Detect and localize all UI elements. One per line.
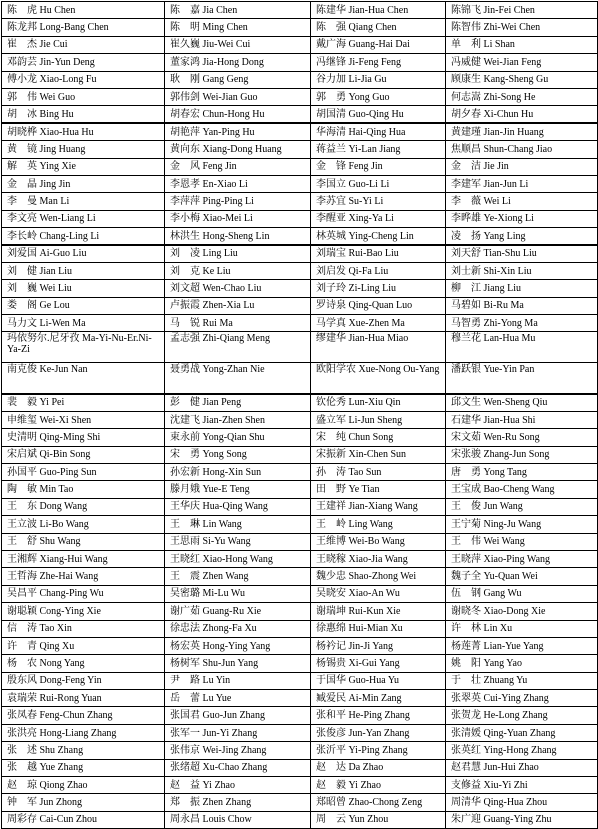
name-cell: 南克俊 Ke-Jun Nan <box>2 363 165 394</box>
name-cell: 沈建飞 Jian-Zhen Shen <box>165 411 311 428</box>
name-cell: 卢振霞 Zhen-Xia Lu <box>165 297 311 314</box>
name-cell: 于国华 Guo-Hua Yu <box>311 672 446 689</box>
name-cell: 姚 阳 Yang Yao <box>446 655 598 672</box>
table-row <box>2 690 598 707</box>
name-cell: 马 锐 Rui Ma <box>165 315 311 332</box>
name-cell: 岳 蕾 Lu Yue <box>165 690 311 707</box>
name-cell: 王哲海 Zhe-Hai Wang <box>2 568 165 585</box>
name-cell: 解 英 Ying Xie <box>2 158 165 175</box>
name-cell: 谷力加 Li-Jia Gu <box>311 71 446 88</box>
name-cell: 郑昭曾 Zhao-Chong Zeng <box>311 794 446 811</box>
table-row <box>2 88 598 105</box>
table-row <box>2 158 598 175</box>
table-row <box>2 516 598 533</box>
name-cell: 马学真 Xue-Zhen Ma <box>311 315 446 332</box>
name-cell: 娄 阁 Ge Lou <box>2 297 165 314</box>
name-cell: 许 青 Qing Xu <box>2 637 165 654</box>
name-cell: 张和平 He-Ping Zhang <box>311 707 446 724</box>
name-cell: 陈 强 Qiang Chen <box>311 19 446 36</box>
name-cell: 宋 勇 Yong Song <box>165 446 311 463</box>
name-cell: 陈龙邦 Long-Bang Chen <box>2 19 165 36</box>
name-cell: 李苏宜 Su-Yi Li <box>311 193 446 210</box>
name-cell: 周永昌 Louis Chow <box>165 811 311 828</box>
name-cell: 周 云 Yun Zhou <box>311 811 446 828</box>
name-cell: 冯继锋 Ji-Feng Feng <box>311 54 446 71</box>
table-row <box>2 672 598 689</box>
name-cell: 申维玺 Wei-Xi Shen <box>2 411 165 428</box>
table-row <box>2 568 598 585</box>
name-cell: 崔 杰 Jie Cui <box>2 36 165 53</box>
name-cell: 臧爱民 Ai-Min Zang <box>311 690 446 707</box>
table-row <box>2 228 598 245</box>
name-cell: 傅小龙 Xiao-Long Fu <box>2 71 165 88</box>
name-table <box>1 1 598 829</box>
name-cell: 殷东风 Dong-Feng Yin <box>2 672 165 689</box>
name-cell: 刘 健 Jian Liu <box>2 262 165 279</box>
name-cell: 欧阳学农 Xue-Nong Ou-Yang <box>311 363 446 394</box>
name-cell: 王湘辉 Xiang-Hui Wang <box>2 550 165 567</box>
name-cell: 冯威健 Wei-Jian Feng <box>446 54 598 71</box>
name-cell: 刘士新 Shi-Xin Liu <box>446 262 598 279</box>
name-cell: 金 锋 Feng Jin <box>311 158 446 175</box>
name-cell: 张沂平 Yi-Ping Zhang <box>311 742 446 759</box>
name-cell: 杨衿记 Jin-Ji Yang <box>311 637 446 654</box>
name-cell: 赵 益 Yi Zhao <box>165 777 311 794</box>
name-cell: 金 晶 Jing Jin <box>2 175 165 192</box>
name-cell: 吴密璐 Mi-Lu Wu <box>165 585 311 602</box>
name-cell: 张 越 Yue Zhang <box>2 759 165 776</box>
name-cell: 杨宏英 Hong-Ying Yang <box>165 637 311 654</box>
table-row <box>2 297 598 314</box>
name-cell: 崔久巍 Jiu-Wei Cui <box>165 36 311 53</box>
name-cell: 杨树军 Shu-Jun Yang <box>165 655 311 672</box>
name-cell: 盛立军 Li-Jun Sheng <box>311 411 446 428</box>
name-cell: 陈 嘉 Jia Chen <box>165 2 311 19</box>
table-row <box>2 36 598 53</box>
name-cell: 刘 克 Ke Liu <box>165 262 311 279</box>
name-cell: 宋振新 Xin-Chen Sun <box>311 446 446 463</box>
table-row <box>2 2 598 19</box>
name-cell: 朱广迎 Guang-Ying Zhu <box>446 811 598 828</box>
name-cell: 杨 农 Nong Yang <box>2 655 165 672</box>
table-row <box>2 210 598 227</box>
name-cell: 魏少忠 Shao-Zhong Wei <box>311 568 446 585</box>
name-cell: 郭伟剑 Wei-Jian Guo <box>165 88 311 105</box>
name-cell: 王 琳 Lin Wang <box>165 516 311 533</box>
name-cell: 王宁菊 Ning-Ju Wang <box>446 516 598 533</box>
name-cell: 魏子全 Yu-Quan Wei <box>446 568 598 585</box>
name-cell: 刘 巍 Wei Liu <box>2 280 165 297</box>
table-row <box>2 394 598 411</box>
name-cell: 孙 涛 Tao Sun <box>311 463 446 480</box>
name-cell: 王 俊 Jun Wang <box>446 498 598 515</box>
name-cell: 黄建瑾 Jian-Jin Huang <box>446 123 598 140</box>
name-cell: 张贺龙 He-Long Zhang <box>446 707 598 724</box>
table-row <box>2 54 598 71</box>
name-cell: 张俊彦 Jun-Yan Zhang <box>311 724 446 741</box>
table-row <box>2 533 598 550</box>
name-cell: 张英红 Ying-Hong Zhang <box>446 742 598 759</box>
table-row <box>2 550 598 567</box>
name-cell: 石建华 Jian-Hua Shi <box>446 411 598 428</box>
table-row <box>2 332 598 363</box>
name-cell: 陈 虎 Hu Chen <box>2 2 165 19</box>
name-cell: 李 曼 Man Li <box>2 193 165 210</box>
name-cell: 华海清 Hai-Qing Hua <box>311 123 446 140</box>
name-cell: 王 震 Zhen Wang <box>165 568 311 585</box>
name-cell: 孙宏新 Hong-Xin Sun <box>165 463 311 480</box>
name-cell: 袁瑞荣 Rui-Rong Yuan <box>2 690 165 707</box>
name-cell: 刘文超 Wen-Chao Liu <box>165 280 311 297</box>
name-cell: 马智勇 Zhi-Yong Ma <box>446 315 598 332</box>
table-row <box>2 123 598 140</box>
name-cell: 胡夕春 Xi-Chun Hu <box>446 106 598 123</box>
name-cell: 陈建华 Jian-Hua Chen <box>311 2 446 19</box>
name-cell: 张凤春 Feng-Chun Zhang <box>2 707 165 724</box>
name-cell: 刘 凌 Ling Liu <box>165 245 311 262</box>
table-row <box>2 794 598 811</box>
name-cell: 于 壮 Zhuang Yu <box>446 672 598 689</box>
name-cell: 张 述 Shu Zhang <box>2 742 165 759</box>
name-cell: 支修益 Xiu-Yi Zhi <box>446 777 598 794</box>
name-cell: 胡国清 Guo-Qing Hu <box>311 106 446 123</box>
table-row <box>2 463 598 480</box>
name-cell: 束永前 Yong-Qian Shu <box>165 429 311 446</box>
name-cell: 陶 敏 Min Tao <box>2 481 165 498</box>
name-cell: 信 涛 Tao Xin <box>2 620 165 637</box>
name-cell: 吴昌平 Chang-Ping Wu <box>2 585 165 602</box>
name-cell: 金 洁 Jie Jin <box>446 158 598 175</box>
name-cell: 马力文 Li-Wen Ma <box>2 315 165 332</box>
table-row <box>2 71 598 88</box>
name-cell: 罗诗泉 Qing-Quan Luo <box>311 297 446 314</box>
name-cell: 郑 振 Zhen Zhang <box>165 794 311 811</box>
name-cell: 谢晓冬 Xiao-Dong Xie <box>446 603 598 620</box>
name-cell: 张洪亮 Hong-Liang Zhang <box>2 724 165 741</box>
name-cell: 戴广海 Guang-Hai Dai <box>311 36 446 53</box>
name-cell: 宋 纯 Chun Song <box>311 429 446 446</box>
name-cell: 郭 伟 Wei Guo <box>2 88 165 105</box>
name-cell: 李小梅 Xiao-Mei Li <box>165 210 311 227</box>
name-cell: 唐 勇 Yong Tang <box>446 463 598 480</box>
name-cell: 王 舒 Shu Wang <box>2 533 165 550</box>
name-cell: 张绪超 Xu-Chao Zhang <box>165 759 311 776</box>
name-cell: 王立波 Li-Bo Wang <box>2 516 165 533</box>
name-table-body <box>2 2 598 829</box>
table-row <box>2 620 598 637</box>
table-row <box>2 481 598 498</box>
name-cell: 吴晓安 Xiao-An Wu <box>311 585 446 602</box>
name-cell: 焦顺昌 Shun-Chang Jiao <box>446 141 598 158</box>
name-cell: 李萍萍 Ping-Ping Li <box>165 193 311 210</box>
name-cell: 杨莲菁 Lian-Yue Yang <box>446 637 598 654</box>
table-row <box>2 777 598 794</box>
table-row <box>2 655 598 672</box>
name-cell: 李恩孝 En-Xiao Li <box>165 175 311 192</box>
name-cell: 陈智伟 Zhi-Wei Chen <box>446 19 598 36</box>
table-row <box>2 315 598 332</box>
name-cell: 王建祥 Jian-Xiang Wang <box>311 498 446 515</box>
name-cell: 何志嵩 Zhi-Song He <box>446 88 598 105</box>
table-row <box>2 585 598 602</box>
name-cell: 钟 军 Jun Zhong <box>2 794 165 811</box>
table-row <box>2 707 598 724</box>
name-cell: 谢聪颖 Cong-Ying Xie <box>2 603 165 620</box>
table-row <box>2 446 598 463</box>
name-cell: 史清明 Qing-Ming Shi <box>2 429 165 446</box>
name-cell: 邓韵芸 Jin-Yun Deng <box>2 54 165 71</box>
name-cell: 林英城 Ying-Cheng Lin <box>311 228 446 245</box>
name-cell: 李建军 Jian-Jun Li <box>446 175 598 192</box>
table-row <box>2 411 598 428</box>
name-cell: 王华庆 Hua-Qing Wang <box>165 498 311 515</box>
name-cell: 胡春宏 Chun-Hong Hu <box>165 106 311 123</box>
name-cell: 耿 刚 Gang Geng <box>165 71 311 88</box>
name-cell: 李 薇 Wei Li <box>446 193 598 210</box>
name-cell: 尹 路 Lu Yin <box>165 672 311 689</box>
name-cell: 王思雨 Si-Yu Wang <box>165 533 311 550</box>
table-row <box>2 363 598 394</box>
name-cell: 彭 健 Jian Peng <box>165 394 311 411</box>
name-cell: 聂勇战 Yong-Zhan Nie <box>165 363 311 394</box>
table-row <box>2 759 598 776</box>
name-cell: 张翠英 Cui-Ying Zhang <box>446 690 598 707</box>
name-cell: 孙国平 Guo-Ping Sun <box>2 463 165 480</box>
name-cell: 林洪生 Hong-Sheng Lin <box>165 228 311 245</box>
name-cell: 周彩存 Cai-Cun Zhou <box>2 811 165 828</box>
name-cell: 单 利 Li Shan <box>446 36 598 53</box>
name-cell: 刘启发 Qi-Fa Liu <box>311 262 446 279</box>
table-row <box>2 262 598 279</box>
name-cell: 宋启斌 Qi-Bin Song <box>2 446 165 463</box>
name-cell: 蒋益兰 Yi-Lan Jiang <box>311 141 446 158</box>
name-cell: 金 风 Feng Jin <box>165 158 311 175</box>
name-cell: 穆兰花 Lan-Hua Mu <box>446 332 598 363</box>
name-cell: 刘子玲 Zi-Ling Liu <box>311 280 446 297</box>
name-cell: 赵 琼 Qiong Zhao <box>2 777 165 794</box>
name-cell: 陈 明 Ming Chen <box>165 19 311 36</box>
table-row <box>2 603 598 620</box>
name-cell: 刘瑞宝 Rui-Bao Liu <box>311 245 446 262</box>
table-row <box>2 742 598 759</box>
name-cell: 王宝成 Bao-Cheng Wang <box>446 481 598 498</box>
name-cell: 赵 达 Da Zhao <box>311 759 446 776</box>
name-cell: 凌 扬 Yang Ling <box>446 228 598 245</box>
name-cell: 胡 冰 Bing Hu <box>2 106 165 123</box>
table-row <box>2 106 598 123</box>
name-cell: 许 林 Lin Xu <box>446 620 598 637</box>
table-row <box>2 141 598 158</box>
name-cell: 马碧如 Bi-Ru Ma <box>446 297 598 314</box>
name-cell: 董家鸿 Jia-Hong Dong <box>165 54 311 71</box>
table-row <box>2 429 598 446</box>
name-cell: 郭 勇 Yong Guo <box>311 88 446 105</box>
name-cell: 胡艳萍 Yan-Ping Hu <box>165 123 311 140</box>
name-cell: 李文亮 Wen-Liang Li <box>2 210 165 227</box>
name-cell: 钦伦秀 Lun-Xiu Qin <box>311 394 446 411</box>
name-cell: 邱文生 Wen-Sheng Qiu <box>446 394 598 411</box>
name-cell: 周清华 Qing-Hua Zhou <box>446 794 598 811</box>
name-cell: 刘爱国 Ai-Guo Liu <box>2 245 165 262</box>
name-cell: 赵君慧 Jun-Hui Zhao <box>446 759 598 776</box>
table-row <box>2 498 598 515</box>
name-cell: 黄向东 Xiang-Dong Huang <box>165 141 311 158</box>
name-cell: 谢广茹 Guang-Ru Xie <box>165 603 311 620</box>
name-cell: 杨锡贵 Xi-Gui Yang <box>311 655 446 672</box>
name-cell: 滕月娥 Yue-E Teng <box>165 481 311 498</box>
table-row <box>2 193 598 210</box>
name-cell: 潘跃银 Yue-Yin Pan <box>446 363 598 394</box>
name-cell: 李国立 Guo-Li Li <box>311 175 446 192</box>
table-row <box>2 724 598 741</box>
name-cell: 赵 毅 Yi Zhao <box>311 777 446 794</box>
name-cell: 徐惠绵 Hui-Mian Xu <box>311 620 446 637</box>
table-row <box>2 280 598 297</box>
name-cell: 陈锦飞 Jin-Fei Chen <box>446 2 598 19</box>
name-cell: 伍 钢 Gang Wu <box>446 585 598 602</box>
name-cell: 王 东 Dong Wang <box>2 498 165 515</box>
table-row <box>2 19 598 36</box>
table-row <box>2 175 598 192</box>
name-cell: 王 伟 Wei Wang <box>446 533 598 550</box>
name-cell: 孟志强 Zhi-Qiang Meng <box>165 332 311 363</box>
table-row <box>2 637 598 654</box>
name-cell: 顾康生 Kang-Sheng Gu <box>446 71 598 88</box>
name-cell: 裴 毅 Yi Pei <box>2 394 165 411</box>
name-cell: 李醒亚 Xing-Ya Li <box>311 210 446 227</box>
name-cell: 田 野 Ye Tian <box>311 481 446 498</box>
name-cell: 李晔雄 Ye-Xiong Li <box>446 210 598 227</box>
name-cell: 张军一 Jun-Yi Zhang <box>165 724 311 741</box>
table-row <box>2 245 598 262</box>
name-cell: 谢瑞坤 Rui-Kun Xie <box>311 603 446 620</box>
name-cell: 李长岭 Chang-Ling Li <box>2 228 165 245</box>
name-cell: 胡晓桦 Xiao-Hua Hu <box>2 123 165 140</box>
name-cell: 黄 镜 Jing Huang <box>2 141 165 158</box>
name-cell: 王晓稼 Xiao-Jia Wang <box>311 550 446 567</box>
table-row <box>2 811 598 828</box>
name-cell: 缪建华 Jian-Hua Miao <box>311 332 446 363</box>
name-cell: 柳 江 Jiang Liu <box>446 280 598 297</box>
name-cell: 王维博 Wei-Bo Wang <box>311 533 446 550</box>
name-cell: 王晓萍 Xiao-Ping Wang <box>446 550 598 567</box>
name-cell: 徐忠法 Zhong-Fa Xu <box>165 620 311 637</box>
name-cell: 张国君 Guo-Jun Zhang <box>165 707 311 724</box>
name-cell: 宋文茹 Wen-Ru Song <box>446 429 598 446</box>
name-cell: 张伟京 Wei-Jing Zhang <box>165 742 311 759</box>
name-cell: 刘天舒 Tian-Shu Liu <box>446 245 598 262</box>
name-cell: 王晓红 Xiao-Hong Wang <box>165 550 311 567</box>
name-cell: 玛依努尔.尼牙孜 Ma-Yi-Nu-Er.Ni-Ya-Zi <box>2 332 165 363</box>
name-cell: 张清媛 Qing-Yuan Zhang <box>446 724 598 741</box>
name-cell: 王 岭 Ling Wang <box>311 516 446 533</box>
name-cell: 宋张骏 Zhang-Jun Song <box>446 446 598 463</box>
